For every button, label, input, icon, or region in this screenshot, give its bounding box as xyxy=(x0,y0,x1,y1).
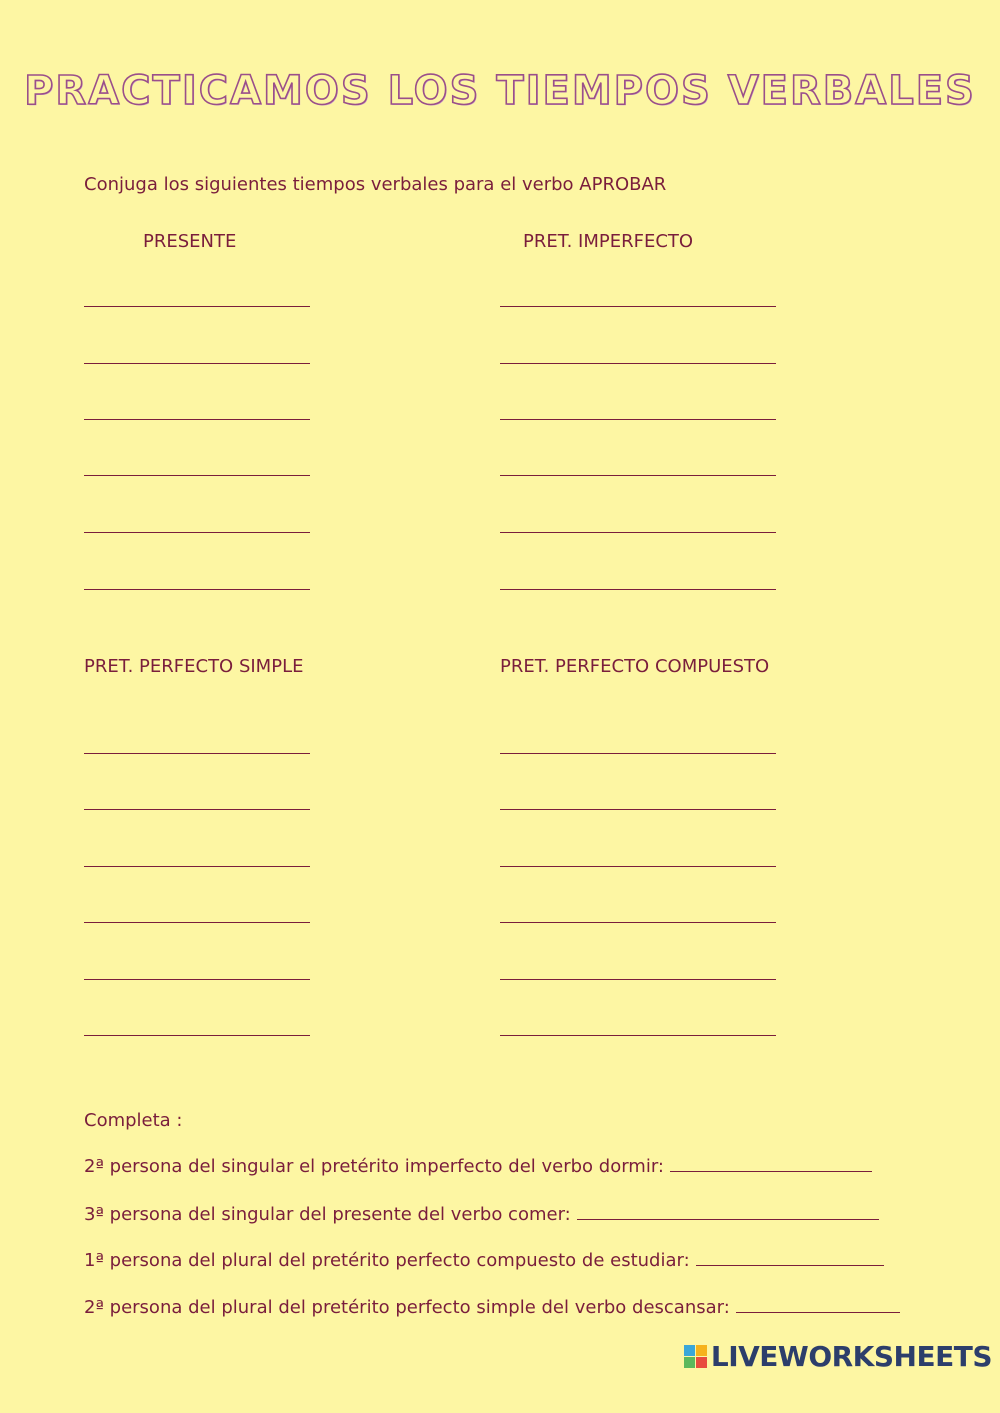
brand-name: LIVEWORKSHEETS xyxy=(710,1340,992,1373)
question-3 xyxy=(84,1250,884,1271)
logo-block xyxy=(696,1357,707,1368)
answer-line-perfecto-simple-3[interactable] xyxy=(84,866,310,867)
logo-block xyxy=(696,1345,707,1356)
heading-pret-perfecto-simple: PRET. PERFECTO SIMPLE xyxy=(84,656,304,677)
answer-line-imperfecto-4[interactable] xyxy=(500,475,776,476)
answer-blank-2[interactable] xyxy=(577,1218,879,1220)
heading-pret-perfecto-compuesto: PRET. PERFECTO COMPUESTO xyxy=(500,656,770,677)
question-4 xyxy=(84,1297,900,1318)
liveworksheets-footer xyxy=(684,1340,992,1373)
logo-block xyxy=(684,1345,695,1356)
answer-line-presente-4[interactable] xyxy=(84,475,310,476)
answer-line-perfecto-simple-5[interactable] xyxy=(84,979,310,980)
answer-line-perfecto-simple-4[interactable] xyxy=(84,922,310,923)
answer-blank-3[interactable] xyxy=(696,1264,884,1266)
answer-line-perfecto-simple-2[interactable] xyxy=(84,809,310,810)
heading-pret-imperfecto: PRET. IMPERFECTO xyxy=(523,231,694,252)
question-1 xyxy=(84,1156,872,1177)
heading-presente: PRESENTE xyxy=(143,231,237,252)
question-text: 2ª persona del plural del pretérito perfecto simple del verbo descansar: xyxy=(84,1297,730,1318)
answer-line-perfecto-simple-6[interactable] xyxy=(84,1035,310,1036)
question-text: 1ª persona del plural del pretérito perfecto compuesto de estudiar: xyxy=(84,1250,690,1271)
answer-line-presente-2[interactable] xyxy=(84,363,310,364)
liveworksheets-logo-icon xyxy=(684,1345,707,1368)
question-2 xyxy=(84,1204,879,1225)
answer-line-perfecto-compuesto-6[interactable] xyxy=(500,1035,776,1036)
logo-block xyxy=(684,1357,695,1368)
answer-blank-1[interactable] xyxy=(670,1170,872,1172)
complete-label: Completa : xyxy=(84,1110,183,1131)
answer-line-presente-5[interactable] xyxy=(84,532,310,533)
answer-line-perfecto-compuesto-1[interactable] xyxy=(500,753,776,754)
answer-line-perfecto-compuesto-2[interactable] xyxy=(500,809,776,810)
answer-line-imperfecto-6[interactable] xyxy=(500,589,776,590)
answer-line-perfecto-compuesto-3[interactable] xyxy=(500,866,776,867)
instruction-text: Conjuga los siguientes tiempos verbales para el verbo APROBAR xyxy=(84,174,667,195)
question-text: 2ª persona del singular el pretérito imperfecto del verbo dormir: xyxy=(84,1156,664,1177)
answer-line-perfecto-compuesto-5[interactable] xyxy=(500,979,776,980)
answer-line-imperfecto-5[interactable] xyxy=(500,532,776,533)
answer-line-imperfecto-1[interactable] xyxy=(500,306,776,307)
answer-line-perfecto-simple-1[interactable] xyxy=(84,753,310,754)
answer-line-imperfecto-2[interactable] xyxy=(500,363,776,364)
answer-blank-4[interactable] xyxy=(736,1311,900,1313)
answer-line-presente-3[interactable] xyxy=(84,419,310,420)
worksheet-title: PRACTICAMOS LOS TIEMPOS VERBALES xyxy=(24,68,976,114)
answer-line-presente-6[interactable] xyxy=(84,589,310,590)
question-text: 3ª persona del singular del presente del verbo comer: xyxy=(84,1204,571,1225)
answer-line-imperfecto-3[interactable] xyxy=(500,419,776,420)
answer-line-presente-1[interactable] xyxy=(84,306,310,307)
answer-line-perfecto-compuesto-4[interactable] xyxy=(500,922,776,923)
